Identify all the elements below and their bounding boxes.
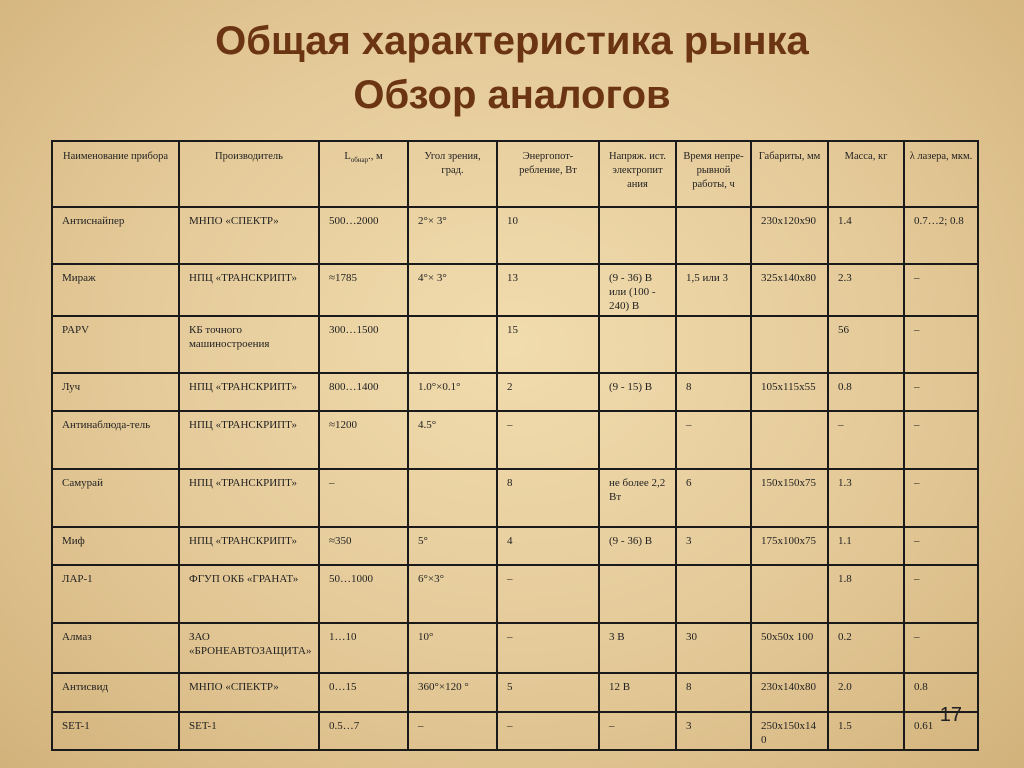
table-cell: 1.1	[828, 527, 904, 565]
table-cell: 800…1400	[319, 373, 408, 411]
table-cell	[676, 207, 751, 264]
table-cell: Антинаблюда-тель	[52, 411, 179, 469]
header-name: Наименование прибора	[52, 141, 179, 207]
table-cell: МНПО «СПЕКТР»	[179, 207, 319, 264]
table-cell: 2.0	[828, 673, 904, 712]
table-cell: НПЦ «ТРАНСКРИПТ»	[179, 373, 319, 411]
table-cell: ЛАР-1	[52, 565, 179, 623]
header-range	[319, 141, 408, 207]
table-cell	[599, 316, 676, 373]
table-cell: 0.8	[904, 673, 978, 712]
table-cell: 6°×3°	[408, 565, 497, 623]
table-cell: Антиснайпер	[52, 207, 179, 264]
table-cell: –	[599, 712, 676, 750]
table-cell: 4	[497, 527, 599, 565]
table-cell: 1…10	[319, 623, 408, 673]
table-cell: –	[904, 565, 978, 623]
header-mass: Масса, кг	[828, 141, 904, 207]
table-cell: 13	[497, 264, 599, 316]
table-cell: НПЦ «ТРАНСКРИПТ»	[179, 411, 319, 469]
table-cell: 0…15	[319, 673, 408, 712]
table-cell: 50…1000	[319, 565, 408, 623]
table-cell: 10°	[408, 623, 497, 673]
header-power: Энергопот-ребление, Вт	[497, 141, 599, 207]
page-number: 17	[939, 704, 962, 726]
table-row	[52, 673, 978, 712]
table-cell: 1,5 или 3	[676, 264, 751, 316]
table-cell	[751, 565, 828, 623]
table-cell: 1.0°×0.1°	[408, 373, 497, 411]
table-cell: 12 В	[599, 673, 676, 712]
table-cell: 50x50x 100	[751, 623, 828, 673]
table-cell: –	[497, 712, 599, 750]
slide-title: Общая характеристика рынка	[215, 19, 809, 63]
header-laser: λ лазера, мкм.	[904, 141, 978, 207]
table-cell: ≈350	[319, 527, 408, 565]
table-cell: –	[497, 623, 599, 673]
table-cell: 2°× 3°	[408, 207, 497, 264]
table-row	[52, 623, 978, 673]
table-cell: 2.3	[828, 264, 904, 316]
table-cell: ФГУП ОКБ «ГРАНАТ»	[179, 565, 319, 623]
table-cell: 3 В	[599, 623, 676, 673]
table-cell: 15	[497, 316, 599, 373]
table-cell: –	[828, 411, 904, 469]
analogs-table	[51, 140, 979, 751]
table-cell: Миф	[52, 527, 179, 565]
table-cell: МНПО «СПЕКТР»	[179, 673, 319, 712]
table-cell: 0.2	[828, 623, 904, 673]
table-cell: 0.61	[904, 712, 978, 750]
table-cell: 150x150x75	[751, 469, 828, 527]
header-maker: Производитель	[179, 141, 319, 207]
table-cell: 360°×120 °	[408, 673, 497, 712]
table-cell: НПЦ «ТРАНСКРИПТ»	[179, 264, 319, 316]
table-cell: 6	[676, 469, 751, 527]
table-row	[52, 316, 978, 373]
table-cell: Алмаз	[52, 623, 179, 673]
table-cell: –	[408, 712, 497, 750]
table-cell: (9 - 36) В или (100 - 240) В	[599, 264, 676, 316]
table-body	[52, 207, 978, 750]
table-cell	[751, 411, 828, 469]
table-row	[52, 527, 978, 565]
header-range-rest: ., м	[368, 151, 383, 162]
table-cell: ≈1200	[319, 411, 408, 469]
table-cell: SET-1	[179, 712, 319, 750]
table-cell: –	[676, 411, 751, 469]
table-cell: 230x140x80	[751, 673, 828, 712]
table-row	[52, 712, 978, 750]
table-cell	[599, 411, 676, 469]
table-cell: –	[497, 565, 599, 623]
table-cell	[599, 207, 676, 264]
table-cell: ≈1785	[319, 264, 408, 316]
table-cell: 500…2000	[319, 207, 408, 264]
table-cell	[599, 565, 676, 623]
table-cell: 1.8	[828, 565, 904, 623]
table-cell: (9 - 36) В	[599, 527, 676, 565]
table-cell: 1.4	[828, 207, 904, 264]
table-cell: НПЦ «ТРАНСКРИПТ»	[179, 527, 319, 565]
table-cell: –	[904, 469, 978, 527]
table-cell: 325x140x80	[751, 264, 828, 316]
table-cell: 1.5	[828, 712, 904, 750]
table-cell: 5	[497, 673, 599, 712]
table-row	[52, 565, 978, 623]
table-cell: ЗАО «БРОНЕАВТОЗАЩИТА»	[179, 623, 319, 673]
table-row	[52, 264, 978, 316]
table-cell: НПЦ «ТРАНСКРИПТ»	[179, 469, 319, 527]
table-cell: 0.7…2; 0.8	[904, 207, 978, 264]
table-cell: SET-1	[52, 712, 179, 750]
header-angle: Угол зрения, град.	[408, 141, 497, 207]
table-cell: 250x150x140	[751, 712, 828, 750]
table-cell: 300…1500	[319, 316, 408, 373]
table-cell: –	[319, 469, 408, 527]
table-cell: Луч	[52, 373, 179, 411]
header-range-sub: обнар	[350, 156, 369, 165]
table-cell: Самурай	[52, 469, 179, 527]
table-row	[52, 207, 978, 264]
table-cell: Мираж	[52, 264, 179, 316]
table-cell: –	[904, 527, 978, 565]
table-cell	[676, 565, 751, 623]
table-cell: 8	[497, 469, 599, 527]
table-row	[52, 411, 978, 469]
slide-subtitle: Обзор аналогов	[353, 73, 671, 117]
table-cell: 175x100x75	[751, 527, 828, 565]
table-cell: 5°	[408, 527, 497, 565]
table-cell: 2	[497, 373, 599, 411]
table-cell: PAPV	[52, 316, 179, 373]
table-cell: 8	[676, 673, 751, 712]
table-cell: –	[497, 411, 599, 469]
table-cell: КБ точного машиностроения	[179, 316, 319, 373]
header-time: Время непре-рывной работы, ч	[676, 141, 751, 207]
table-cell: не более 2,2 Вт	[599, 469, 676, 527]
table-cell: 10	[497, 207, 599, 264]
header-range-main: L	[344, 151, 351, 162]
table-cell	[751, 316, 828, 373]
header-dims: Габариты, мм	[751, 141, 828, 207]
table-cell	[408, 316, 497, 373]
table-cell: 230x120x90	[751, 207, 828, 264]
table-cell: 3	[676, 712, 751, 750]
header-voltage: Напряж. ист. электропит ания	[599, 141, 676, 207]
table-cell: –	[904, 411, 978, 469]
table-cell: 4°× 3°	[408, 264, 497, 316]
table-cell: 4.5°	[408, 411, 497, 469]
table-row	[52, 469, 978, 527]
table-cell	[408, 469, 497, 527]
table-cell: –	[904, 264, 978, 316]
table-cell: 1.3	[828, 469, 904, 527]
table-cell: –	[904, 623, 978, 673]
table-cell: 56	[828, 316, 904, 373]
table-cell: 30	[676, 623, 751, 673]
table-cell: –	[904, 316, 978, 373]
table-cell: –	[904, 373, 978, 411]
table-header-row	[52, 141, 978, 207]
table-cell: 8	[676, 373, 751, 411]
table-cell: (9 - 15) В	[599, 373, 676, 411]
table-cell: 0.5…7	[319, 712, 408, 750]
table-cell: 3	[676, 527, 751, 565]
table-cell: 0.8	[828, 373, 904, 411]
table-row	[52, 373, 978, 411]
table-cell: Антисвид	[52, 673, 179, 712]
table-cell: 105x115x55	[751, 373, 828, 411]
table-cell	[676, 316, 751, 373]
